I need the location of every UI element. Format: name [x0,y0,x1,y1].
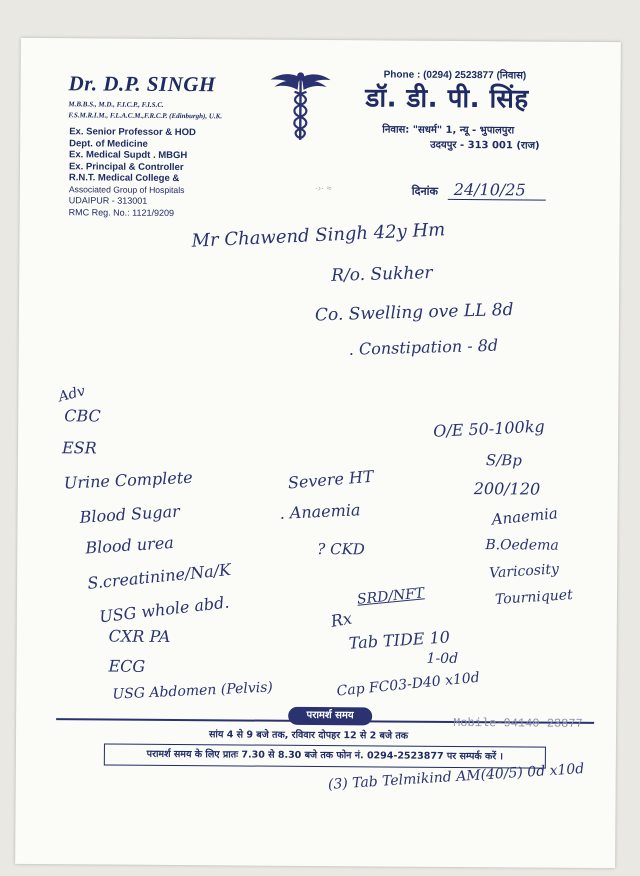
exam-4: Anaemia [490,504,559,529]
complaint-2: . Constipation - 8d [348,335,499,359]
associated-hospitals: Associated Group of Hospitals [68,183,185,195]
exam-5: B.Oedema [485,537,559,554]
medicine-2: Cap FC03-D40 x10d [335,669,481,700]
complaint-1: Co. Swelling ove LL 8d [314,299,514,326]
caduceus-icon [268,70,333,142]
test-10: USG Abdomen (Pelvis) [112,679,274,703]
handwritten-date: 24/10/25 [453,179,526,200]
exam-3: 200/120 [473,479,541,499]
test-1: CBC [64,406,101,426]
faint-mark: ·›· ≈ [314,182,332,194]
patient-name: Mr Chawend Singh 42y Hm [191,219,446,252]
exam-2: S/Bp [485,451,522,470]
position-5: R.N.T. Medical College & [68,172,180,185]
doctor-credentials [69,126,196,219]
srd-note: SRD/NFT [356,585,425,608]
consultation-time: सांय 4 से 9 बजे तक, रविवार दोपहर 12 से 2 बजे तक [208,729,409,742]
diagnosis-3: ? CKD [317,539,365,559]
city: UDAIPUR - 313001 [68,195,148,206]
prescription-sheet [15,38,621,868]
date-label: दिनांक [411,184,438,198]
position-1: Ex. Senior Professor & HOD [69,126,196,139]
medicine-3: (3) Tab Telmikind AM(40/5) 0d x10d [327,760,585,794]
medicine-1: Tab TIDE 10 [348,627,451,653]
position-4: Ex. Principal & Controller [68,160,184,173]
mobile-stamp: Mobile-94140 23877 [453,715,583,731]
test-9: ECG [108,656,146,676]
position-2: Dept. of Medicine [69,137,148,150]
exam-7: Tourniquet [494,587,574,608]
patient-residence: R/o. Sukher [330,263,433,286]
advice-label: Adv [56,383,87,406]
consultation-badge: परामर्श समय [288,707,372,726]
test-3: Urine Complete [63,467,194,493]
test-4: Blood Sugar [79,501,181,527]
test-7: USG whole abd. [98,592,231,627]
test-6: S.creatinine/Na/K [86,559,232,593]
doctor-name: Dr. D.P. SINGH [68,71,216,97]
rx-symbol: Rx [329,608,354,631]
position-3: Ex. Medical Supdt . MBGH [69,149,188,162]
medicine-1-dose: 1-0d [426,650,459,667]
degrees-line-2: F.S.M.R.I.M., F.L.A.C.M.,F.R.C.P. (Edinburgh), U.K. [68,111,223,121]
exam-6: Varicosity [488,561,560,582]
diagnosis-2: . Anaemia [279,500,361,523]
test-5: Blood urea [84,532,175,558]
degrees-line-1: M.B.B.S., M.D., F.I.C.P., F.I.S.C. [68,100,164,109]
address-line-2: उदयपुर - 313 001 (राज) [430,139,540,152]
test-2: ESR [61,438,97,458]
reg-number: RMC Reg. No.: 1121/9209 [68,206,175,218]
diagnosis-1: Severe HT [287,466,375,493]
contact-box: परामर्श समय के लिए प्रातः 7.30 से 8.30 बजे तक फोन नं. 0294-2523877 पर सम्पर्क करें । [104,744,546,769]
phone-number: Phone : (0294) 2523877 (निवास) [383,69,527,82]
doctor-name-hindi: डॉ. डी. पी. सिंह [365,83,529,115]
test-8: CXR PA [108,626,171,646]
exam-1: O/E 50-100kg [432,416,546,441]
address-line-1: निवास: "सधर्म" 1, न्यू - भुपालपुरा [382,124,515,137]
